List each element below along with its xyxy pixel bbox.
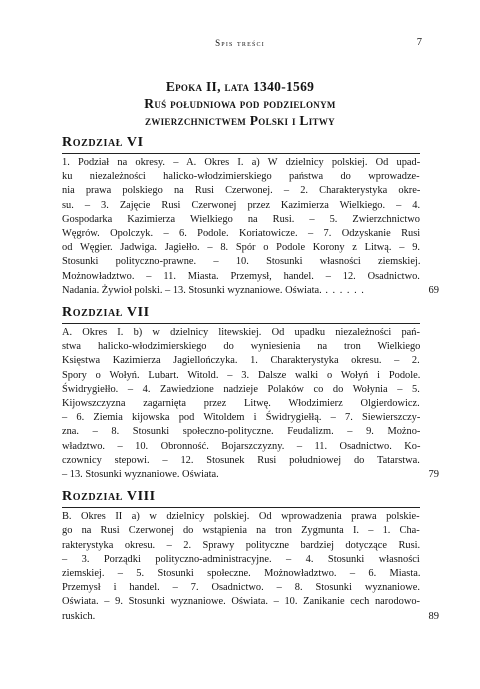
contents-line: A. Okres I. b) w dzielnicy litewskiej. Od upadku niezależności pań- bbox=[62, 327, 420, 339]
contents-line: zna. – 8. Stosunki społeczno-polityczne. Feudalizm. – 9. Możno- bbox=[62, 426, 421, 438]
chapter-contents bbox=[62, 156, 439, 298]
chapter-rule bbox=[62, 153, 420, 154]
contents-line: 1. Podział na okresy. – A. Okres I. a) W dzielnicy polskiej. Od upad- bbox=[62, 157, 421, 168]
epoch-title: Epoka II, lata 1340-1569 bbox=[165, 79, 315, 94]
running-head-page-number: 7 bbox=[416, 37, 422, 48]
contents-line: ku niezależności halicko-włodzimierskiego państwa do wprowadze- bbox=[62, 171, 420, 183]
chapter-page-number: 69 bbox=[428, 284, 439, 296]
contents-line: czownicy stepowi. – 12. Stosunek Rusi południowej do Tatarstwa. bbox=[62, 454, 420, 466]
toc-chapter-6 bbox=[62, 134, 439, 298]
running-head-title: Spis treści bbox=[215, 38, 265, 48]
chapter-page-number: 89 bbox=[428, 610, 439, 622]
chapter-rule bbox=[62, 323, 420, 324]
table-of-contents bbox=[62, 134, 439, 630]
chapter-title: Rozdział VII bbox=[62, 305, 150, 321]
contents-line: Kijowszczyzna zagarnięta przez Litwę. Włodzimierz Olgierdowicz. bbox=[62, 398, 420, 410]
contents-line: od Węgier. Jadwiga. Jagiełło. – 8. Spór o Podole Korony z Litwą. – 9. bbox=[62, 242, 420, 254]
chapter-title: Rozdział VIII bbox=[62, 489, 156, 505]
contents-line: ziemskiej. – 5. Stosunki społeczne. Możnowładztwo. – 6. Miasta. bbox=[62, 568, 421, 580]
contents-line: B. Okres II a) w dzielnicy polskiej. Od wprowadzenia prawa polskie- bbox=[62, 511, 420, 523]
contents-line: nia prawa polskiego na Rusi Czerwonej. – 2. Charakterystyka okre- bbox=[62, 185, 421, 197]
contents-line: Księstwa Kazimierza Jagiellończyka. 1. Charakterystyka okresu. – 2. bbox=[62, 355, 420, 367]
contents-line-last: Oświata. – 9. Stosunki wyznaniowe. Oświata. – 10. Zanikanie cech narodowo-ruskich. bbox=[62, 596, 420, 622]
contents-line: Przemysł i handel. – 7. Osadnictwo. – 8. Stosunki wyznaniowe. bbox=[62, 582, 420, 594]
chapter-contents bbox=[62, 326, 439, 482]
contents-line: Stosunki polityczno-prawne. – 10. Stosunki własności ziemskiej. bbox=[62, 256, 421, 268]
contents-line-text: Nadania. Żywioł polski. – 13. Stosunki wyznaniowe. Oświata. bbox=[62, 284, 322, 296]
toc-chapter-7 bbox=[62, 304, 439, 482]
contents-line: Węgrów. Opolczyk. – 6. Podole. Koriatowicze. – 7. Odzyskanie Rusi bbox=[62, 228, 421, 240]
chapter-title: Rozdział VI bbox=[62, 135, 144, 150]
contents-line: – 3. Porządki polityczno-administracyjne. – 4. Stosunki własności bbox=[62, 553, 420, 565]
contents-line: rakterystyka okresu. – 2. Sprawy polityczne bardziej dotyczące Rusi. bbox=[62, 539, 421, 551]
contents-line: su. – 3. Zajęcie Rusi Czerwonej przez Kazimierza Wielkiego. – 4. bbox=[62, 199, 421, 211]
epoch-subtitle-line-1: Ruś południowa pod podzielonym bbox=[144, 96, 336, 111]
contents-line: władztwo. – 10. Obronność. Bojarszczyzny. – 11. Osadnictwo. Ko- bbox=[62, 440, 421, 452]
contents-line: stwa halicko-włodzimierskiego do wyniesienia na tron Wielkiego bbox=[62, 341, 421, 353]
epoch-heading bbox=[40, 78, 440, 129]
contents-line: go na Rusi Czerwonej do wstąpienia na tron Zygmunta I. – 1. Cha- bbox=[62, 525, 420, 537]
contents-line-last: – 13. Stosunki wyznaniowe. Oświata. bbox=[62, 469, 219, 481]
running-head bbox=[0, 38, 480, 52]
contents-line: Możnowładztwo. – 11. Miasta. Przemysł, handel. – 12. Osadnictwo. bbox=[62, 270, 420, 282]
contents-line: Świdrygiełło. – 4. Zawiedzione nadzieje Polaków co do Wołynia – 5. bbox=[62, 383, 420, 395]
chapter-contents bbox=[62, 510, 439, 624]
epoch-subtitle-line-2: zwierzchnictwem Polski i Litwy bbox=[145, 113, 335, 128]
toc-chapter-8 bbox=[62, 488, 439, 624]
contents-line: – 6. Ziemia kijowska pod Witoldem i Świdrygiełłą. – 7. Siewierszczy- bbox=[62, 412, 421, 424]
contents-line: Spory o Wołyń. Lubart. Witold. – 3. Dalsze walki o Wołyń i Podole. bbox=[62, 369, 421, 381]
leader-dots: . . . . . . bbox=[321, 284, 365, 296]
chapter-page-number: 79 bbox=[428, 469, 439, 481]
chapter-rule bbox=[62, 507, 420, 508]
contents-line-last bbox=[62, 284, 420, 298]
contents-line: Gospodarka Kazimierza Wielkiego na Rusi. – 5. Zwierzchnictwo bbox=[62, 213, 420, 225]
